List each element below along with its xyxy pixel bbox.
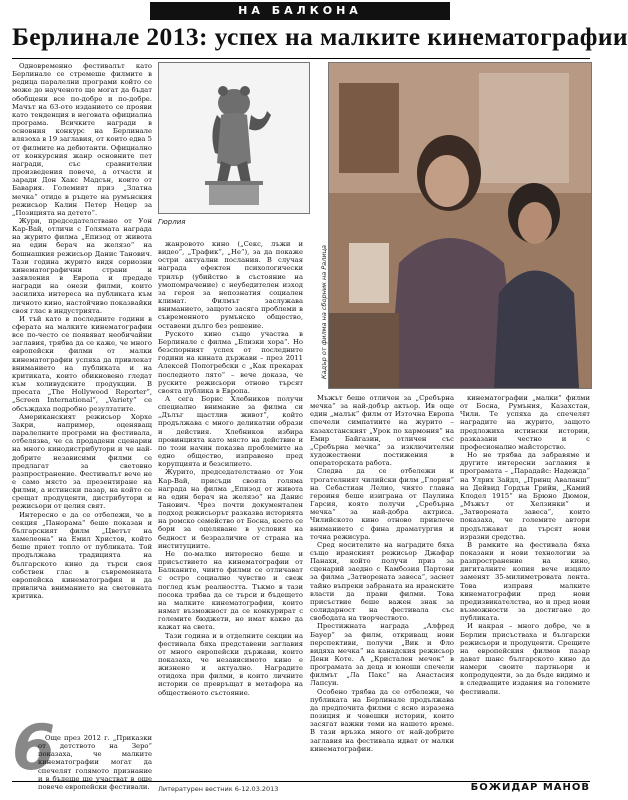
- article-column-1: [12, 62, 152, 732]
- article-column-3: [310, 394, 454, 766]
- paragraph: Тази година и в отделните секции на фестивала бяха представени заглавия от много европейски държави, които показаха, че независимото кино е жизнено и актуално. Наградите отидоха при филми, в които личните истории се превръщат в метафора на общественото състояние.: [158, 631, 303, 697]
- article-column-4: [460, 394, 590, 766]
- article-column-2: [158, 240, 303, 770]
- paragraph: И накрая – много добре, че в Берлин присъстваха и български режисьори и продуценти. Срещите на европейския филмов пазар дават шанс българското кино да намери своите партньори и копродуценти, за да бъде видимо и в следващите издания на големите фестивали.: [460, 622, 590, 696]
- footer-credit: Литературен вестник 6-12.03.2013: [158, 785, 279, 793]
- paragraph: В рамките на фестивала бяха показани и нови технологии за разпространение на кино, дигиталните копия вече изцяло заменят 35-милиметровата лента. Това изправя малките кинематографии пред нови предизвикателства, но и пред нови възможности за достигане до публиката.: [460, 540, 590, 623]
- caption-text: Кадър от филма на сборник на Ралица: [320, 244, 328, 379]
- photo-caption-right: [314, 170, 328, 380]
- section-banner: НА БАЛКОНА: [150, 2, 450, 20]
- paragraph: кинематографии „малки“ филми от Босна, Румъния, Казахстан, Чили. Те успяха да спечелят наградите на журито, защото предложиха истински истории, разказани честно и с професионално майсторство.: [460, 394, 590, 451]
- photo-caption-left: Гюрлия: [158, 218, 186, 226]
- film-still-photo: [328, 62, 592, 389]
- paragraph: Руското кино също участва в Берлинале с филма „Близки хора“. Но безспорният успех от последните години на кината държави – през 2011 Алексей Попогребски с „Как прекарах последното лято“ – вече доказа, че руските режисьори отново търсят своята публика в Европа.: [158, 329, 303, 395]
- article-column-1-tail: [38, 734, 152, 791]
- paragraph: Мъжът беше отличен за „Сребърна мечка“ за най-добър актьор. Ив още един „малък“ филм от Източна Европа спечели симпатиите на журито – казахстанският „Урок по хармония“ на Емир Байгазин, отличен със „Сребърна мечка“ за изключителни художествени постижения в операторската работа.: [310, 394, 454, 468]
- paragraph: Престижната награда „Алфред Бауер“ за филм, откриващ нови перспективи, получи „Вик и Флo видяха мечка“ на канадския режисьор Дени Коте. А „Кристален мечок“ в програмата за деца и юноши спечели филмът „Ла Пакс“ на Анастасия Лапсуи.: [310, 622, 454, 688]
- paragraph: Сред носителите на наградите бяха също иранският режисьор Джафар Панахи, който получи приз за сценарий заедно с Камбозия Партови за филма „Затворената завеса“, заснет тайно въпреки забраната на иранските власти да прави филми. Това присъствие беше важен знак за солидарност на фестивала със свободата на творчеството.: [310, 540, 454, 623]
- paragraph: Следва да се отбележи и трогателният чилийски филм „Глория“ на Себастиан Лелио, чиято главна героиня беше изиграна от Паулина Гарсия, която получи „Сребърна мечка“ за най-добра актриса. Чилийското кино отново привлече вниманието с фина драматургия и точна режисура.: [310, 467, 454, 541]
- top-divider: [12, 58, 590, 59]
- paragraph: Одновременно фестивалът като Берлинале се стремеше филмите в редица паралелни програми който се може до наученото ще могат да бъдат обобщени все по-добре и по-добре. Мачът на 63-ото изданието се прояви като тенденция в неговата официална програма. Всичките награди в основния конкурс на Берлинале влязоха в 19 заглавия, от които едва 5 от филмите на дебютанти. Официално от конкурсния жанр основните пет награди, със сравнителни произведения повече, а отчасти и заради Дон Хакс Мадсън, които от Бавария. Големият приз „Златна мечка“ отиде в ръцете на румънския режисьор Калин Петер Нецер за „Позицията на детето“.: [12, 62, 152, 217]
- paragraph: Интересно е да се отбележи, че в секция „Панорама“ беше показан и българският филм „Цветът на хамелеона“ на Емил Христов, който беше приет топло от публиката. Той продължава традицията на българското кино да търси своя собствен глас в съвременната европейска кинематография и да привлича вниманието на световната критика.: [12, 510, 152, 601]
- page-number: 6: [12, 711, 56, 784]
- paragraph: А сега Борис Хлебников получи специално внимание за филма си „Дълъг щастлив живот“, който продължава с много деликатни образи и действия. Хлебников избира провинцията като място на действие и по този начин показва проблемите на едно общество, изправено пред корупцията и безсилието.: [158, 394, 303, 469]
- film-still-image: [329, 63, 591, 388]
- paragraph: Жури, председателствано от Уон Кар-Вай, отличи с Голямата награда на журито филма „Епизод от живота на един берач на желязо“ на бошнашкия режисьор Данис Танович. Тази година журито видя сериозни кинематографични страни и заявления в Европа и предаде награди на онези филми, които засилиха интереса на публиката към личното кино, настойчиво показвайки своя глас в индустрията.: [12, 216, 152, 315]
- paragraph: Журито, председателствано от Уон Кар-Вай, присъди своята голяма награда на филма „Епизод от живота на един берач на желязо“ на Данис Танович. Чрез почти документален подход режисьорът разказва историята на ромско семейство от Босна, което се бори за оцеляване в условия на бедност и безразличие от страна на институциите.: [158, 468, 303, 550]
- headline: Берлинале 2013: успех на малките кинематографии: [12, 22, 628, 51]
- golden-bear-icon: [159, 63, 309, 213]
- paragraph: Американският режисьор Хорхе Закри, например, оценяващ паралелните програми на фестивала, отбелязва, че са продадени сценарии на много кинодистрибутори и че най-добрите независими филми се предлагат за световно разпространение. Фестивалът вече не е само място за презентиране на филми, а истински пазар, на който се срещат продуценти, дистрибутори и режисьори от целия свят.: [12, 412, 152, 511]
- berlinale-bear-statuette-photo: [158, 62, 310, 214]
- paragraph: И тъй като в последните години в сферата на малките кинематографии все по-често се появяват необичайни заглавия, трябва да се каже, че много европейски филми от малки кинематографии успяха да привлекат вниманието на публиката и на критиката, които обикновено гледат към холивудските продукции. В пресата „The Hollywood Reporter“, „Screen International“, „Variety“ се обсъждаха подробно резултатите.: [12, 314, 152, 413]
- paragraph: Особено трябва да се отбележи, че публиката на Берлинале продължава да предпочита филми с ясно изразена позиция и човешки истории, които засягат важни теми на нашето време. В тази връзка много от най-добрите заглавия на фестивала идват от малки кинематографии.: [310, 687, 454, 753]
- paragraph: Още през 2012 г. „Приказки от детството на Зеро“ показаха, че малките кинематографии могат да спечелят голямото признание и в бъдеще ще участват в още повече европейски фестивали.: [38, 734, 152, 791]
- paragraph: Не по-малко интересно беше и присъствието на кинематографии от Балканите, чиито филми се отличават с остро социално чувство и свеж поглед към реалността. Тъкмо в тази посока трябва да се търси и бъдещето на малките кинематографии, които нямат възможност да се конкурират с големите бюджети, но имат какво да кажат на света.: [158, 549, 303, 632]
- paragraph: Но не трябва да забравяме и другите интересни заглавия в програмата – „Парадайс: Надежда“ на Улрих Зайдл, „Принц Аваланш“ на Дейвид Гордън Грийн, „Камий Клодел 1915“ на Брюно Дюмон, „Мъжът от Хелзинки“ и „Затворената завеса“, които показаха, че големите автори продължават да търсят нови изразни средства.: [460, 451, 590, 541]
- author-byline: БОЖИДАР МАНОВ: [470, 782, 590, 793]
- paragraph: жанровото кино („Секс, лъжи и видео“, „Трафик“, „Не“), за да покаже остри актуални послания. В случая награда ефектен психологически трилър (убийство в състояние на умопомрачение) с неубедителен изход за героя за непознатия социален климат. Филмът заслужава вниманието, защото засяга проблеми в съвременното румънско общество, оставени дълго без решение.: [158, 240, 303, 330]
